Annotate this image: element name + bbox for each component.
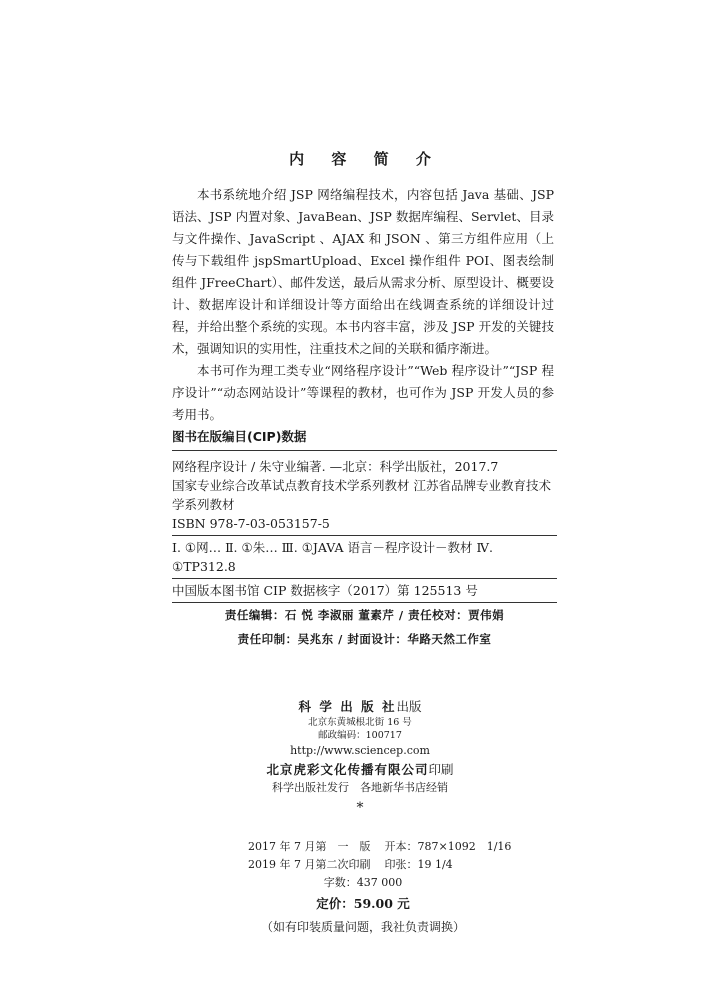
printer-suffix: 印刷 [428, 762, 454, 777]
distribution-line: 科学出版社发行 各地新华书店经销 [272, 781, 448, 794]
summary-paragraph: 本书系统地介绍 JSP 网络编程技术，内容包括 Java 基础、JSP 语法、JSP 内置对象、JavaBean、JSP 数据库编程、Servlet、目录与文件操作、JavaScript 、AJAX 和 JSON 、第三方组件应用（上传与下载组件 jspSmartUpload、Excel 操作组件 POI、图表绘制组件 JFreeChart）、邮件发送，最后从需求分析、原型设计、概要设计、数据库设计和详细设计等方面给出在线调查系统的详细设计过程，并给出整个系统的实现。本书内容丰富，涉及 JSP 开发的关键技术，强调知识的实用性，注重技术之间的关联和循序渐进。 [172, 187, 554, 356]
summary-paragraph: 本书可作为理工类专业“网络程序设计”“Web 程序设计”“JSP 程序设计”“动态网站设计”等课程的教材，也可作为 JSP 开发人员的参考用书。 [172, 363, 554, 422]
editor-credits: 责任编辑：石 悦 李淑丽 董素芹 / 责任校对：贾伟娟 [224, 608, 505, 622]
publisher-name: 科 学 出 版 社 [298, 699, 397, 714]
page-title: 内 容 简 介 [289, 150, 442, 168]
cip-record [172, 428, 557, 651]
book-format: 开本：787×1092 1/16 [384, 840, 512, 853]
cip-subject-block [172, 536, 557, 579]
print-sheets: 印张：19 1/4 [384, 858, 453, 871]
cip-series: 国家专业综合改革试点教育技术学系列教材 江苏省品牌专业教育技术学系列教材 [172, 478, 551, 512]
edition-block [248, 838, 512, 938]
cip-isbn: ISBN 978-7-03-053157-5 [172, 516, 330, 531]
publisher-block [0, 698, 720, 819]
cip-subjects: Ⅰ. ①网… Ⅱ. ①朱… Ⅲ. ①JAVA 语言－程序设计－教材 Ⅳ. ①TP312.8 [172, 540, 493, 574]
publisher-address: 北京东黄城根北街 16 号 [308, 717, 412, 728]
separator-star: * [356, 800, 364, 816]
price: 定价：59.00 元 [316, 896, 410, 911]
publisher-url: http://www.sciencep.com [290, 744, 430, 757]
cip-heading: 图书在版编目(CIP)数据 [172, 428, 557, 451]
printing-info: 2019 年 7 月第二次印刷 [248, 858, 371, 871]
word-count: 字数：437 000 [323, 876, 403, 889]
quality-notice: （如有印装质量问题，我社负责调换） [260, 920, 465, 934]
printer-name: 北京虎彩文化传播有限公司 [266, 762, 429, 777]
cip-number-block [172, 579, 557, 603]
publisher-suffix: 出版 [396, 699, 422, 714]
publisher-postcode: 邮政编码：100717 [318, 730, 402, 741]
production-credits: 责任印制：吴兆东 / 封面设计：华路天然工作室 [237, 632, 492, 646]
first-edition: 2017 年 7 月第 一 版 [248, 840, 371, 853]
cip-entry-title: 网络程序设计 / 朱守业编著. —北京：科学出版社，2017.7 [172, 459, 499, 474]
cip-number: 中国版本图书馆 CIP 数据核字（2017）第 125513 号 [172, 583, 478, 598]
summary-text [172, 184, 554, 426]
cip-catalog-block [172, 451, 557, 536]
